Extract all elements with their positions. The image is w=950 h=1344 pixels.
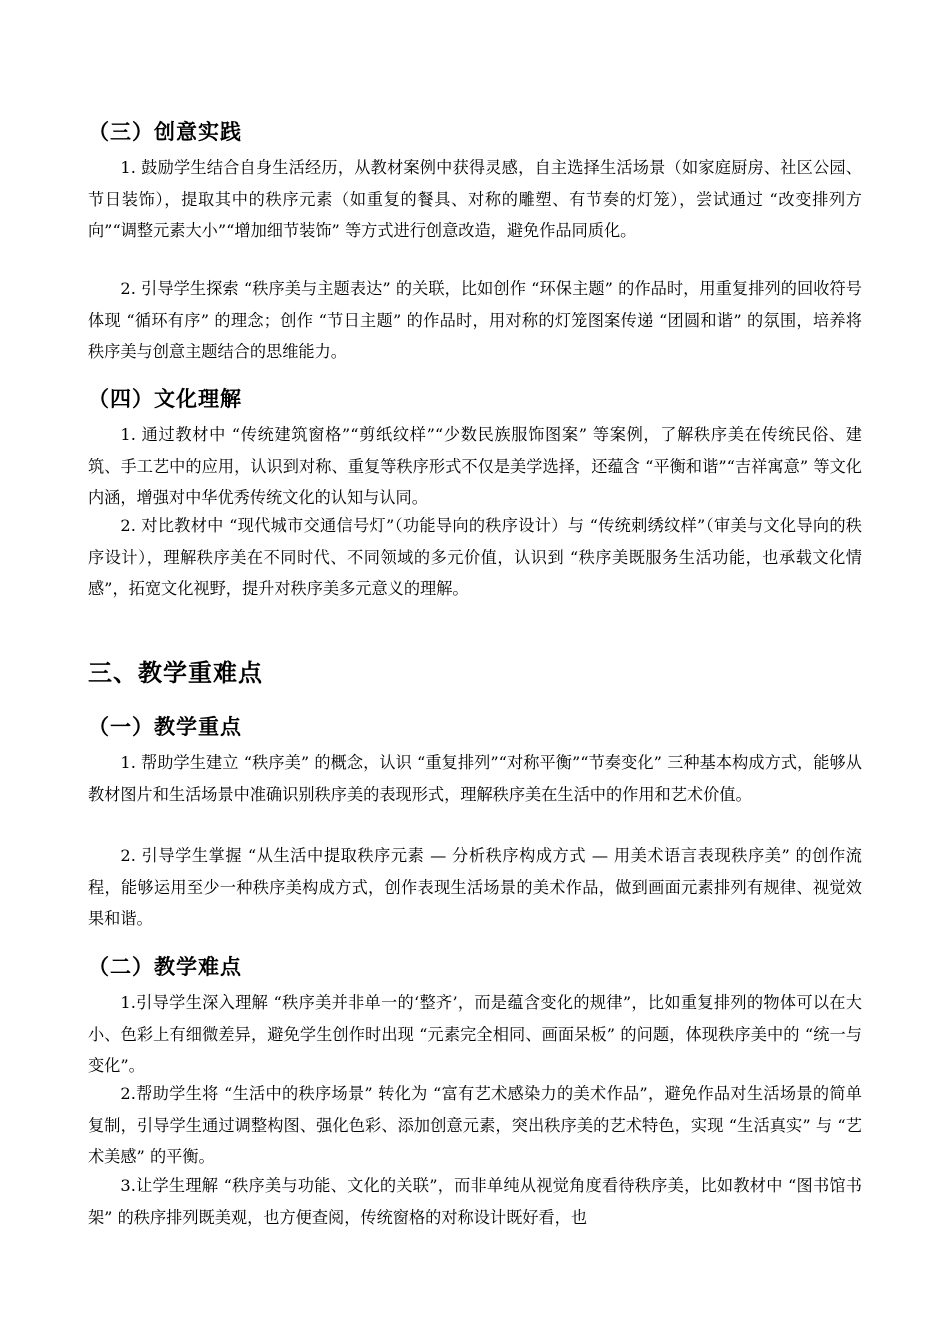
heading-creative-practice: （三）创意实践	[88, 120, 242, 144]
paragraph-key-points-2: 2. 引导学生掌握 “从生活中提取秩序元素 — 分析秩序构成方式 — 用美术语言表现秩序美” 的创作流程，能够运用至少一种秩序美构成方式，创作表现生活场景的美术作品，做到画面元素排列有规律、视觉效果和谐。	[88, 846, 862, 928]
heading-teaching-focus: 三、教学重难点	[88, 659, 263, 687]
paragraph-cultural-understanding-1: 1. 通过教材中 “传统建筑窗格”“剪纸纹样”“少数民族服饰图案” 等案例，了解秩序美在传统民俗、建筑、手工艺中的应用，认识到对称、重复等秩序形式不仅是美学选择，还蕴含 “平衡和谐”“吉祥寓意” 等文化内涵，增强对中华优秀传统文化的认知与认同。	[88, 425, 862, 507]
heading-key-points: （一）教学重点	[88, 715, 242, 739]
paragraph-creative-practice-2: 2. 引导学生探索 “秩序美与主题表达” 的关联，比如创作 “环保主题” 的作品时，用重复排列的回收符号体现 “循环有序” 的理念；创作 “节日主题” 的作品时，用对称的灯笼图案传递 “团圆和谐” 的氛围，培养将秩序美与创意主题结合的思维能力。	[88, 279, 862, 361]
paragraph-cultural-understanding-2: 2. 对比教材中 “现代城市交通信号灯”（功能导向的秩序设计）与 “传统刺绣纹样”（审美与文化导向的秩序设计），理解秩序美在不同时代、不同领域的多元价值，认识到 “秩序美既服务生活功能，也承载文化情感”，拓宽文化视野，提升对秩序美多元意义的理解。	[88, 516, 862, 598]
heading-difficulties: （二）教学难点	[88, 955, 242, 979]
paragraph-key-points-1: 1. 帮助学生建立 “秩序美” 的概念，认识 “重复排列”“对称平衡”“节奏变化” 三种基本构成方式，能够从教材图片和生活场景中准确识别秩序美的表现形式，理解秩序美在生活中的作用和艺术价值。	[88, 753, 862, 804]
paragraph-difficulties-1: 1.引导学生深入理解 “秩序美并非单一的‘整齐’，而是蕴含变化的规律”，比如重复排列的物体可以在大小、色彩上有细微差异，避免学生创作时出现 “元素完全相同、画面呆板” 的问题，体现秩序美中的 “统一与变化”。	[88, 993, 862, 1075]
heading-cultural-understanding: （四）文化理解	[88, 387, 242, 411]
paragraph-creative-practice-1: 1. 鼓励学生结合自身生活经历，从教材案例中获得灵感，自主选择生活场景（如家庭厨房、社区公园、节日装饰），提取其中的秩序元素（如重复的餐具、对称的雕塑、有节奏的灯笼），尝试通过 “改变排列方向”“调整元素大小”“增加细节装饰” 等方式进行创意改造，避免作品同质化。	[88, 158, 862, 240]
paragraph-difficulties-2: 2.帮助学生将 “生活中的秩序场景” 转化为 “富有艺术感染力的美术作品”，避免作品对生活场景的简单复制，引导学生通过调整构图、强化色彩、添加创意元素，突出秩序美的艺术特色，实现 “生活真实” 与 “艺术美感” 的平衡。	[88, 1084, 862, 1166]
paragraph-difficulties-3: 3.让学生理解 “秩序美与功能、文化的关联”，而非单纯从视觉角度看待秩序美，比如教材中 “图书馆书架” 的秩序排列既美观，也方便查阅，传统窗格的对称设计既好看，也	[88, 1176, 862, 1227]
